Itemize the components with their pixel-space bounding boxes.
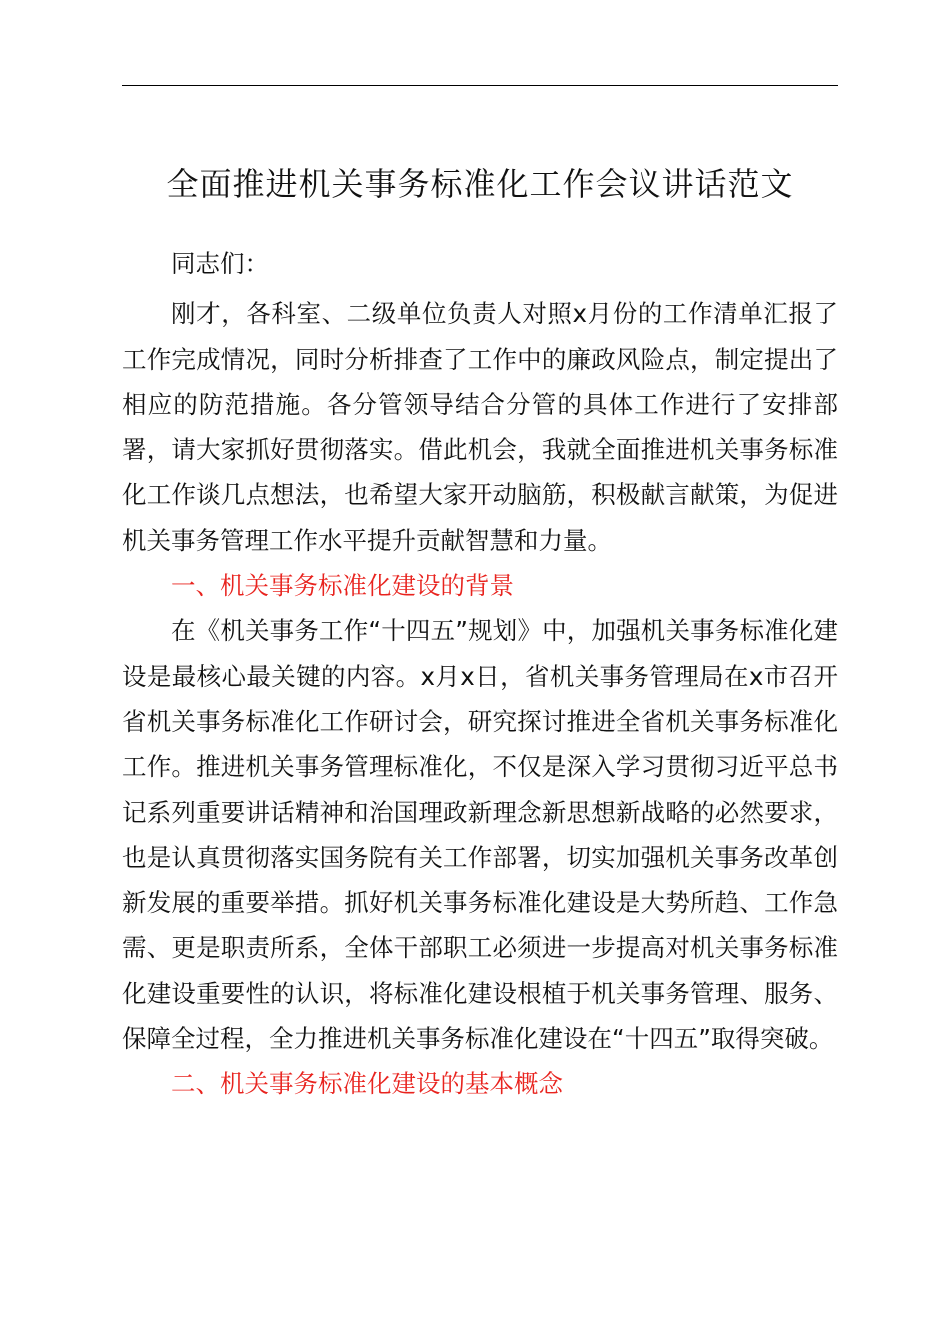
section-heading-2: 二、机关事务标准化建设的基本概念 [171, 1069, 563, 1099]
section-paragraph-1: 在《机关事务工作“十四五”规划》中，加强机关事务标准化建设是最核心最关键的内容。x月x日，省机关事务管理局在x市召开省机关事务标准化工作研讨会，研究探讨推进全省机关事务标准化工作。推进机关事务管理标准化，不仅是深入学习贯彻习近平总书记系列重要讲话精神和治国理政新理念新思想新战略的必然要求，也是认真贯彻落实国务院有关工作部署，切实加强机关事务改革创新发展的重要举措。抓好机关事务标准化建设是大势所趋、工作急需、更是职责所系，全体干部职工必须进一步提高对机关事务标准化建设重要性的认识，将标准化建设根植于机关事务管理、服务、保障全过程，全力推进机关事务标准化建设在“十四五”取得突破。 [122, 616, 838, 1054]
document-body [122, 241, 838, 1107]
intro-paragraph: 刚才，各科室、二级单位负责人对照x月份的工作清单汇报了工作完成情况，同时分析排查了工作中的廉政风险点，制定提出了相应的防范措施。各分管领导结合分管的具体工作进行了安排部署，请大家抓好贯彻落实。借此机会，我就全面推进机关事务标准化工作谈几点想法，也希望大家开动脑筋，积极献言献策，为促进机关事务管理工作水平提升贡献智慧和力量。 [122, 299, 838, 555]
section-heading-1: 一、机关事务标准化建设的背景 [171, 571, 514, 601]
salutation: 同志们： [171, 249, 269, 278]
header-rule [122, 85, 838, 86]
document-title: 全面推进机关事务标准化工作会议讲话范文 [166, 165, 794, 203]
